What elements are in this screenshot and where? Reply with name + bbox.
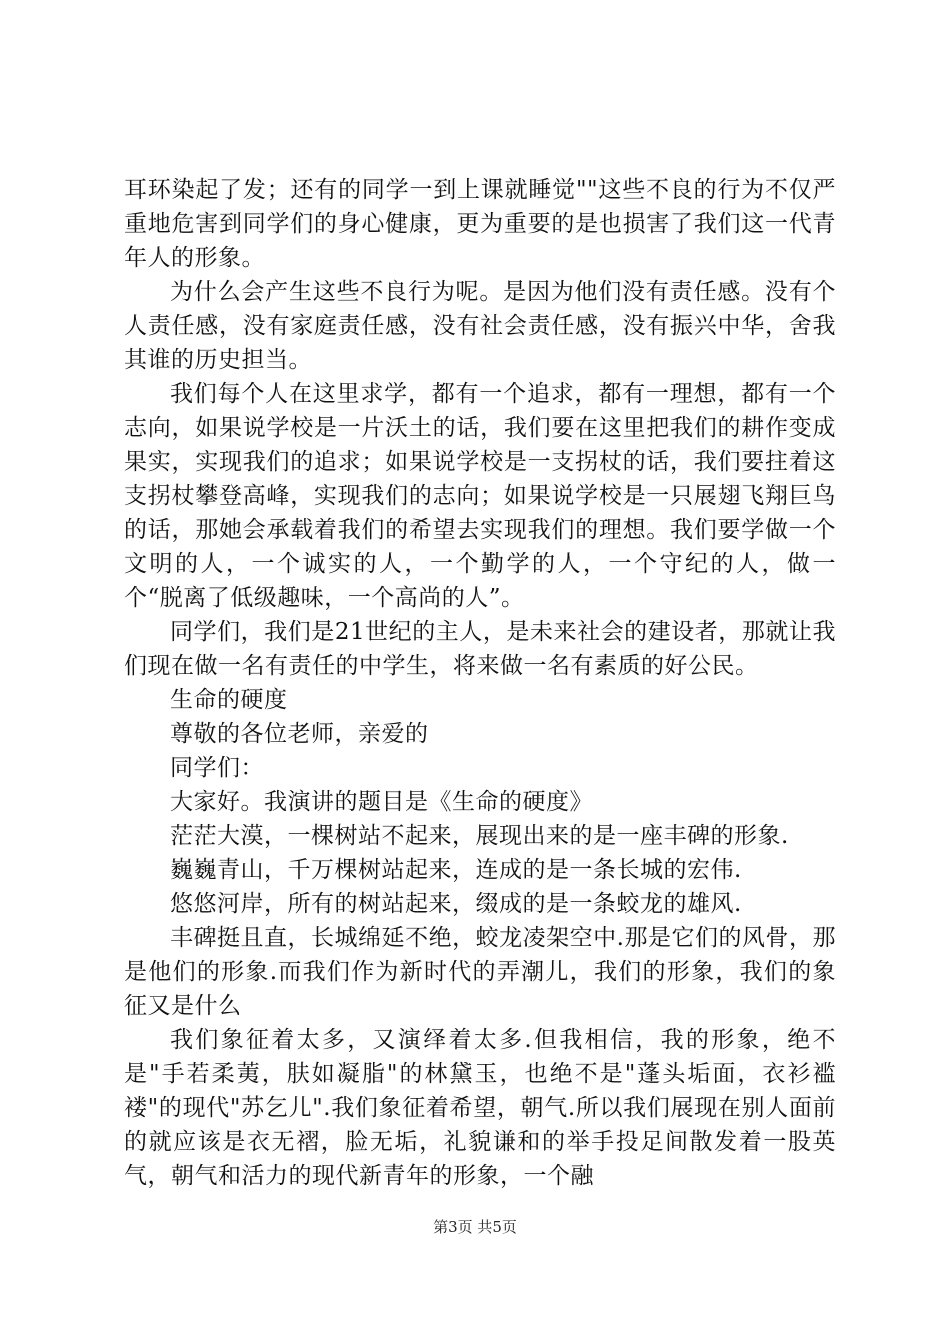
- greeting: 大家好。我演讲的题目是《生命的硬度》: [170, 789, 593, 815]
- paragraph-2: 为什么会产生这些不良行为呢。是因为他们没有责任感。没有个人责任感，没有家庭责任感，没有社会责任感，没有振兴中华，舍我其谁的历史担当。: [124, 279, 836, 373]
- paragraph-3: 我们每个人在这里求学，都有一个追求，都有一理想，都有一个志向，如果说学校是一片沃土的话，我们要在这里把我们的耕作变成果实，实现我们的追求；如果说学校是一支拐杖的话，我们要拄着这支拐杖攀登高峰，实现我们的志向；如果说学校是一只展翅飞翔巨鸟的话，那她会承载着我们的希望去实现我们的理想。我们要学做一个文明的人，一个诚实的人，一个勤学的人，一个守纪的人，做一个“脱离了低级趣味，一个高尚的人”。: [124, 381, 836, 611]
- paragraph-1: 耳环染起了发；还有的同学一到上课就睡觉""这些不良的行为不仅严重地危害到同学们的身心健康，更为重要的是也损害了我们这一代青年人的形象。: [124, 177, 836, 271]
- paragraph-10: 巍巍青山，千万棵树站起来，连成的是一条长城的宏伟.: [170, 857, 742, 883]
- paragraph-12: 丰碑挺且直，长城绵延不绝，蛟龙凌架空中.那是它们的风骨，那是他们的形象.而我们作为新时代的弄潮儿，我们的形象，我们的象征又是什么: [124, 925, 836, 1019]
- salutation-line-1: 尊敬的各位老师，亲爱的: [170, 721, 429, 747]
- page-number-footer: 第3页 共5页: [433, 1218, 517, 1236]
- paragraph-9: 茫茫大漠，一棵树站不起来，展现出来的是一座丰碑的形象.: [170, 823, 789, 849]
- document-body: [124, 173, 836, 1193]
- paragraph-4: 同学们，我们是21世纪的主人，是未来社会的建设者，那就让我们现在做一名有责任的中学生，将来做一名有素质的好公民。: [124, 619, 836, 679]
- salutation-line-2: 同学们：: [170, 755, 264, 781]
- speech-title: 生命的硬度: [170, 687, 288, 713]
- paragraph-13: 我们象征着太多，又演绎着太多.但我相信，我的形象，绝不是"手若柔荑，肤如凝脂"的林黛玉，也绝不是"蓬头垢面，衣衫褴褛"的现代"苏乞儿".我们象征着希望，朝气.所以我们展现在别人面前的就应该是衣无褶，脸无垢，礼貌谦和的举手投足间散发着一股英气，朝气和活力的现代新青年的形象，一个融: [124, 1027, 836, 1189]
- paragraph-11: 悠悠河岸，所有的树站起来，缀成的是一条蛟龙的雄风.: [170, 891, 742, 917]
